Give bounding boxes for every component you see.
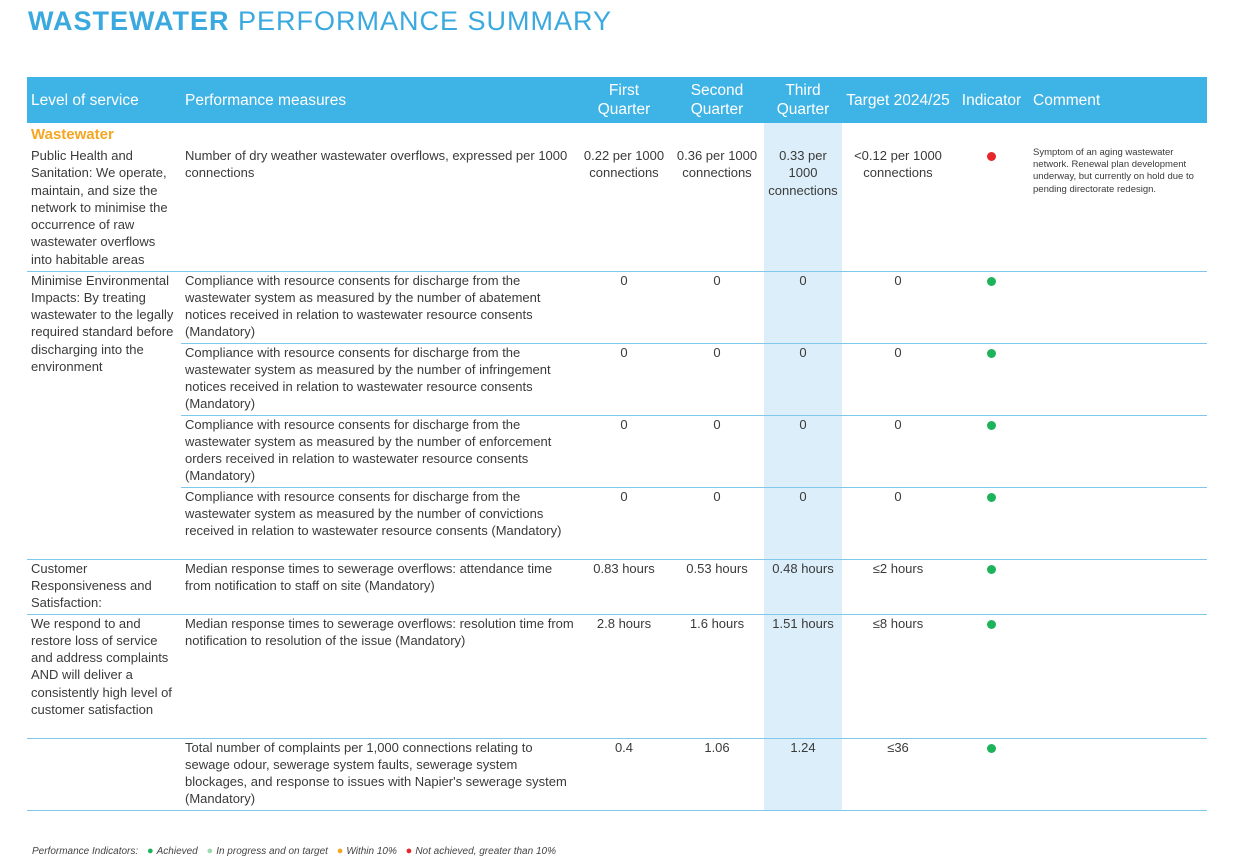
- target-value: 0: [842, 343, 954, 415]
- performance-measure: Compliance with resource consents for discharge from the wastewater system as measured by the number of enforcement orders received in relation to wastewater resource consents (Mandatory): [181, 415, 578, 487]
- q3-value: 1.51 hours: [764, 614, 842, 738]
- header-target: Target 2024/25: [842, 77, 954, 123]
- q2-value: 0: [670, 487, 764, 559]
- table-row: [27, 614, 1207, 738]
- indicator-dot-green: [987, 349, 996, 358]
- table-row: [27, 738, 1207, 810]
- comment: [1029, 343, 1207, 415]
- q3-value: 0.48 hours: [764, 559, 842, 614]
- level-of-service: We respond to and restore loss of service and address complaints AND will deliver a consistently high level of customer satisfaction: [27, 614, 181, 738]
- comment: [1029, 415, 1207, 487]
- table-row: [27, 559, 1207, 614]
- comment: [1029, 738, 1207, 810]
- header-level: Level of service: [27, 77, 181, 123]
- legend-within-10: Within 10%: [346, 846, 397, 857]
- header-measures: Performance measures: [181, 77, 578, 123]
- indicator-cell: [954, 738, 1029, 810]
- legend-achieved: Achieved: [156, 846, 198, 857]
- q2-value: 0.36 per 1000 connections: [670, 147, 764, 271]
- performance-measure: Compliance with resource consents for discharge from the wastewater system as measured by the number of convictions received in relation to wastewater resource consents (Mandatory): [181, 487, 578, 559]
- indicator-dot-green: [987, 277, 996, 286]
- indicator-dot-red: [987, 152, 996, 161]
- target-value: <0.12 per 1000 connections: [842, 147, 954, 271]
- indicator-dot-green: [987, 421, 996, 430]
- legend-dot-achieved: ●: [146, 845, 154, 857]
- table-row: [27, 415, 1207, 487]
- header-comment: Comment: [1029, 77, 1207, 123]
- indicator-cell: [954, 614, 1029, 738]
- performance-measure: Median response times to sewerage overflows: attendance time from notification to staff on site (Mandatory): [181, 559, 578, 614]
- comment: [1029, 487, 1207, 559]
- q2-value: 1.6 hours: [670, 614, 764, 738]
- level-of-service: Customer Responsiveness and Satisfaction:: [27, 559, 181, 614]
- legend-dot-not-achieved: ●: [405, 845, 413, 857]
- header-row: [27, 77, 1207, 123]
- legend-dot-in-progress: ●: [206, 845, 214, 857]
- performance-measure: Compliance with resource consents for discharge from the wastewater system as measured by the number of infringement notices received in relation to wastewater resource consents (Mandatory): [181, 343, 578, 415]
- target-value: 0: [842, 415, 954, 487]
- q3-value: 0: [764, 343, 842, 415]
- indicator-cell: [954, 271, 1029, 343]
- performance-measure: Compliance with resource consents for discharge from the wastewater system as measured by the number of abatement notices received in relation to wastewater resource consents (Mandatory): [181, 271, 578, 343]
- comment: [1029, 271, 1207, 343]
- page-title-light: PERFORMANCE SUMMARY: [238, 6, 613, 36]
- header-q2: Second Quarter: [670, 77, 764, 123]
- q2-value: 0: [670, 415, 764, 487]
- header-q3: Third Quarter: [764, 77, 842, 123]
- q3-value: 0: [764, 271, 842, 343]
- indicator-dot-green: [987, 493, 996, 502]
- performance-table: [27, 77, 1207, 811]
- indicator-cell: [954, 343, 1029, 415]
- comment: Symptom of an aging wastewater network. Renewal plan development underway, but currently on hold due to pending directorate redesign.: [1029, 147, 1207, 271]
- target-value: ≤8 hours: [842, 614, 954, 738]
- indicator-cell: [954, 415, 1029, 487]
- q3-value: 0: [764, 487, 842, 559]
- level-of-service: Minimise Environmental Impacts: By treating wastewater to the legally required standard before discharging into the environment: [27, 271, 181, 559]
- q1-value: 0.83 hours: [578, 559, 670, 614]
- q1-value: 0: [578, 343, 670, 415]
- q2-value: 0: [670, 343, 764, 415]
- q1-value: 0: [578, 487, 670, 559]
- indicator-dot-green: [987, 565, 996, 574]
- table-row: [27, 487, 1207, 559]
- q1-value: 2.8 hours: [578, 614, 670, 738]
- indicator-cell: [954, 147, 1029, 271]
- q3-value: 1.24: [764, 738, 842, 810]
- q3-value: 0.33 per 1000 connections: [764, 147, 842, 271]
- performance-measure: Number of dry weather wastewater overflows, expressed per 1000 connections: [181, 147, 578, 271]
- legend-dot-within-10: ●: [336, 845, 344, 857]
- header-q1: First Quarter: [578, 77, 670, 123]
- table-row: [27, 343, 1207, 415]
- legend-prefix: Performance Indicators:: [32, 846, 139, 857]
- legend-in-progress: In progress and on target: [216, 846, 328, 857]
- legend-not-achieved: Not achieved, greater than 10%: [415, 846, 556, 857]
- performance-legend: [32, 845, 556, 857]
- target-value: ≤36: [842, 738, 954, 810]
- target-value: ≤2 hours: [842, 559, 954, 614]
- indicator-cell: [954, 559, 1029, 614]
- table-row: [27, 271, 1207, 343]
- q2-value: 0.53 hours: [670, 559, 764, 614]
- q2-value: 0: [670, 271, 764, 343]
- q3-value: 0: [764, 415, 842, 487]
- indicator-dot-green: [987, 744, 996, 753]
- comment: [1029, 614, 1207, 738]
- q2-value: 1.06: [670, 738, 764, 810]
- q1-value: 0: [578, 415, 670, 487]
- q1-value: 0: [578, 271, 670, 343]
- level-of-service: Public Health and Sanitation: We operate, maintain, and size the network to minimise the occurrence of raw wastewater overflows into habitable areas: [27, 147, 181, 271]
- comment: [1029, 559, 1207, 614]
- page-title: [28, 6, 612, 37]
- q1-value: 0.22 per 1000 connections: [578, 147, 670, 271]
- table-row: [27, 147, 1207, 271]
- performance-measure: Total number of complaints per 1,000 connections relating to sewage odour, sewerage system faults, sewerage system blockages, and response to issues with Napier's sewerage system (Mandatory): [181, 738, 578, 810]
- page-title-bold: WASTEWATER: [28, 6, 230, 36]
- q1-value: 0.4: [578, 738, 670, 810]
- section-row: [27, 123, 1207, 147]
- indicator-cell: [954, 487, 1029, 559]
- target-value: 0: [842, 271, 954, 343]
- performance-measure: Median response times to sewerage overflows: resolution time from notification to resolution of the issue (Mandatory): [181, 614, 578, 738]
- section-label: Wastewater: [31, 126, 114, 144]
- header-indicator: Indicator: [954, 77, 1029, 123]
- target-value: 0: [842, 487, 954, 559]
- indicator-dot-green: [987, 620, 996, 629]
- level-of-service-empty: [27, 738, 181, 810]
